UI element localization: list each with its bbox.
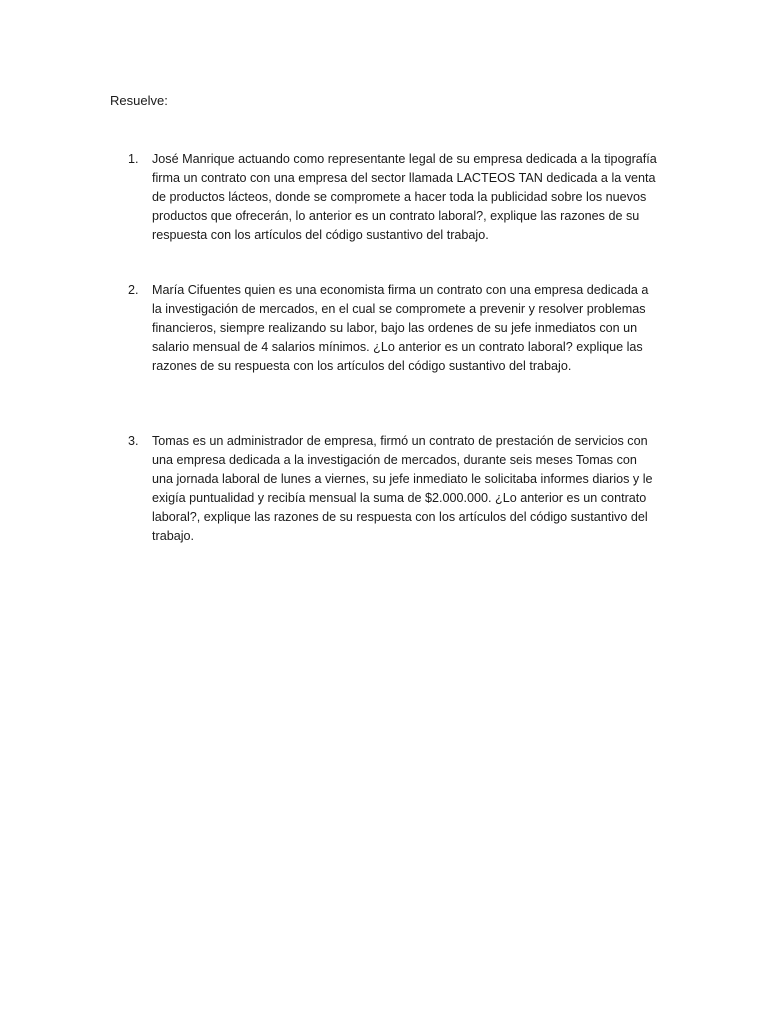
- list-item-text: José Manrique actuando como representante legal de su empresa dedicada a la tipografía firma un contrato con una empresa del sector llamada LACTEOS TAN dedicada a la venta de productos lácteos, donde se compromete a hacer toda la publicidad sobre los nuevos productos que ofrecerán, lo anterior es un contrato laboral?, explique las razones de su respuesta con los artículos del código sustantivo del trabajo.: [152, 152, 657, 242]
- list-item: [128, 281, 658, 376]
- list-item-number: 2.: [128, 283, 139, 297]
- list-item: [128, 150, 658, 245]
- document-heading: Resuelve:: [110, 93, 168, 108]
- list-item: [128, 432, 658, 546]
- list-item-text: Tomas es un administrador de empresa, firmó un contrato de prestación de servicios con una empresa dedicada a la investigación de mercados, durante seis meses Tomas con una jornada laboral de lunes a viernes, su jefe inmediato le solicitaba informes diarios y le exigía puntualidad y recibía mensual la suma de $2.000.000. ¿Lo anterior es un contrato laboral?, explique las razones de su respuesta con los artículos del código sustantivo del trabajo.: [152, 434, 653, 543]
- list-item-text: María Cifuentes quien es una economista firma un contrato con una empresa dedicada a la investigación de mercados, en el cual se compromete a prevenir y resolver problemas financieros, siempre realizando su labor, bajo las ordenes de su jefe inmediatos con un salario mensual de 4 salarios mínimos. ¿Lo anterior es un contrato laboral? explique las razones de su respuesta con los artículos del código sustantivo del trabajo.: [152, 283, 649, 373]
- list-item-number: 3.: [128, 434, 139, 448]
- list-item-number: 1.: [128, 152, 139, 166]
